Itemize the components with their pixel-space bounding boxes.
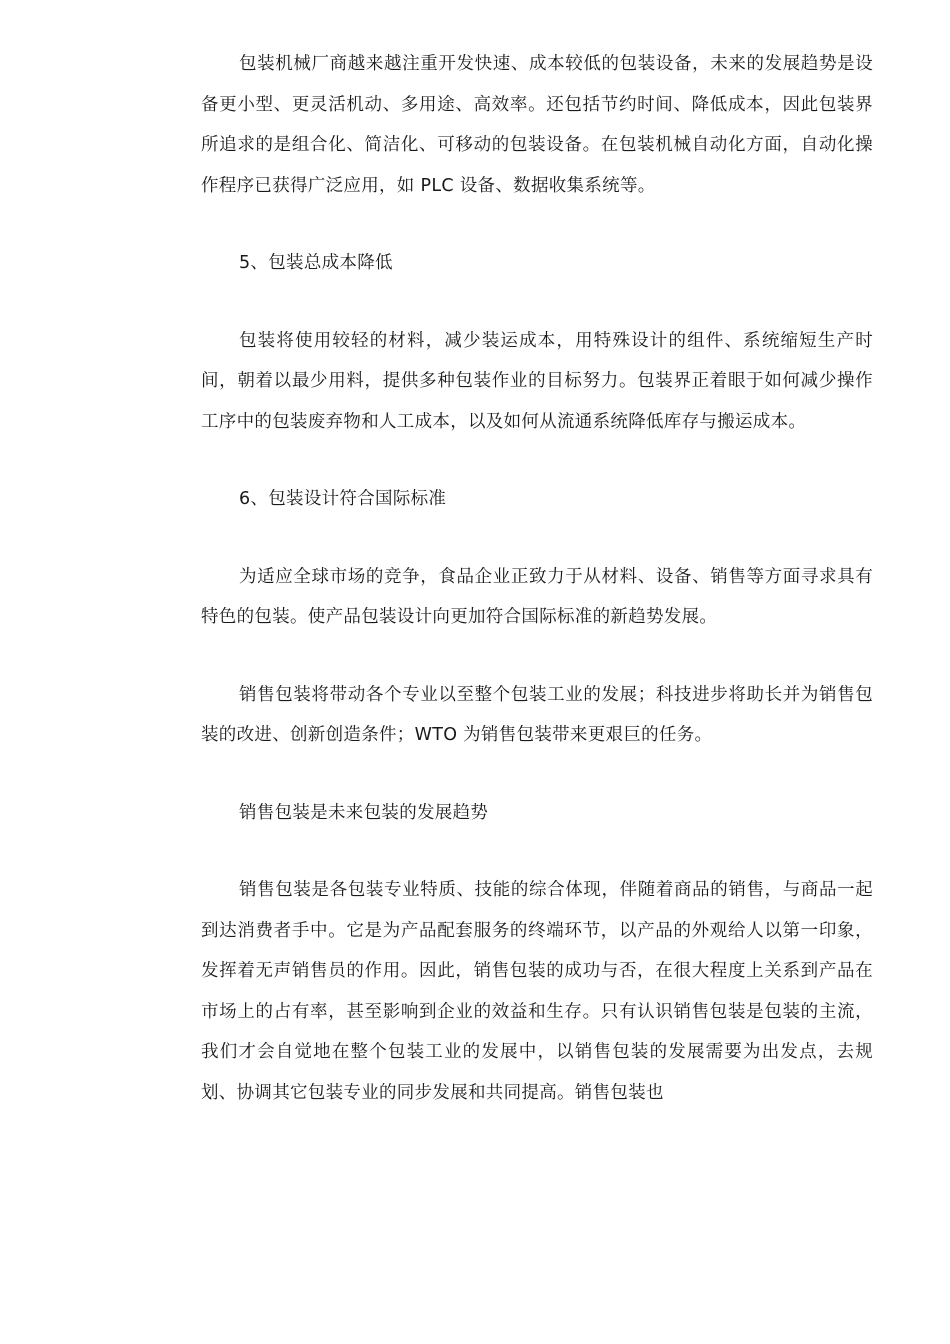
- paragraph-sales-packaging-wto: 销售包装将带动各个专业以至整个包装工业的发展；科技进步将助长并为销售包装的改进、创新创造条件；WTO 为销售包装带来更艰巨的任务。: [201, 684, 873, 745]
- paragraph-spacer: [201, 284, 873, 321]
- paragraph-sales-packaging-role: 销售包装是各包装专业特质、技能的综合体现，伴随着商品的销售，与商品一起到达消费者手中。它是为产品配套服务的终端环节，以产品的外观给人以第一印象，发挥着无声销售员的作用。因此，销售包装的成功与否，在很大程度上关系到产品在市场上的占有率，甚至影响到企业的效益和生存。只有认识销售包装是包装的主流，我们才会自觉地在整个包装工业的发展中，以销售包装的发展需要为出发点，去规划、协调其它包装专业的同步发展和共同提高。销售包装也: [201, 880, 873, 1103]
- document-page: [201, 44, 873, 1113]
- paragraph-spacer: [201, 520, 873, 557]
- heading-cost-reduction: 5、包装总成本降低: [239, 253, 393, 273]
- paragraph-spacer: [201, 756, 873, 793]
- paragraph-spacer: [201, 442, 873, 479]
- heading-sales-packaging-trend: 销售包装是未来包装的发展趋势: [239, 802, 489, 823]
- paragraph-spacer: [201, 833, 873, 870]
- paragraph-spacer: [201, 206, 873, 243]
- paragraph-spacer: [201, 638, 873, 675]
- paragraph-global-competition: 为适应全球市场的竞争，食品企业正致力于从材料、设备、销售等方面寻求具有特色的包装。使产品包装设计向更加符合国际标准的新趋势发展。: [201, 566, 873, 627]
- paragraph-packaging-machinery: 包装机械厂商越来越注重开发快速、成本较低的包装设备，未来的发展趋势是设备更小型、更灵活机动、多用途、高效率。还包括节约时间、降低成本，因此包装界所追求的是组合化、简洁化、可移动的包装设备。在包装机械自动化方面，自动化操作程序已获得广泛应用，如 PLC 设备、数据收集系统等。: [201, 54, 873, 196]
- paragraph-cost-reduction: 包装将使用较轻的材料，减少装运成本，用特殊设计的组件、系统缩短生产时间，朝着以最少用料，提供多种包装作业的目标努力。包装界正着眼于如何减少操作工序中的包装废弃物和人工成本，以及如何从流通系统降低库存与搬运成本。: [201, 330, 873, 432]
- heading-international-standards: 6、包装设计符合国际标准: [239, 489, 447, 509]
